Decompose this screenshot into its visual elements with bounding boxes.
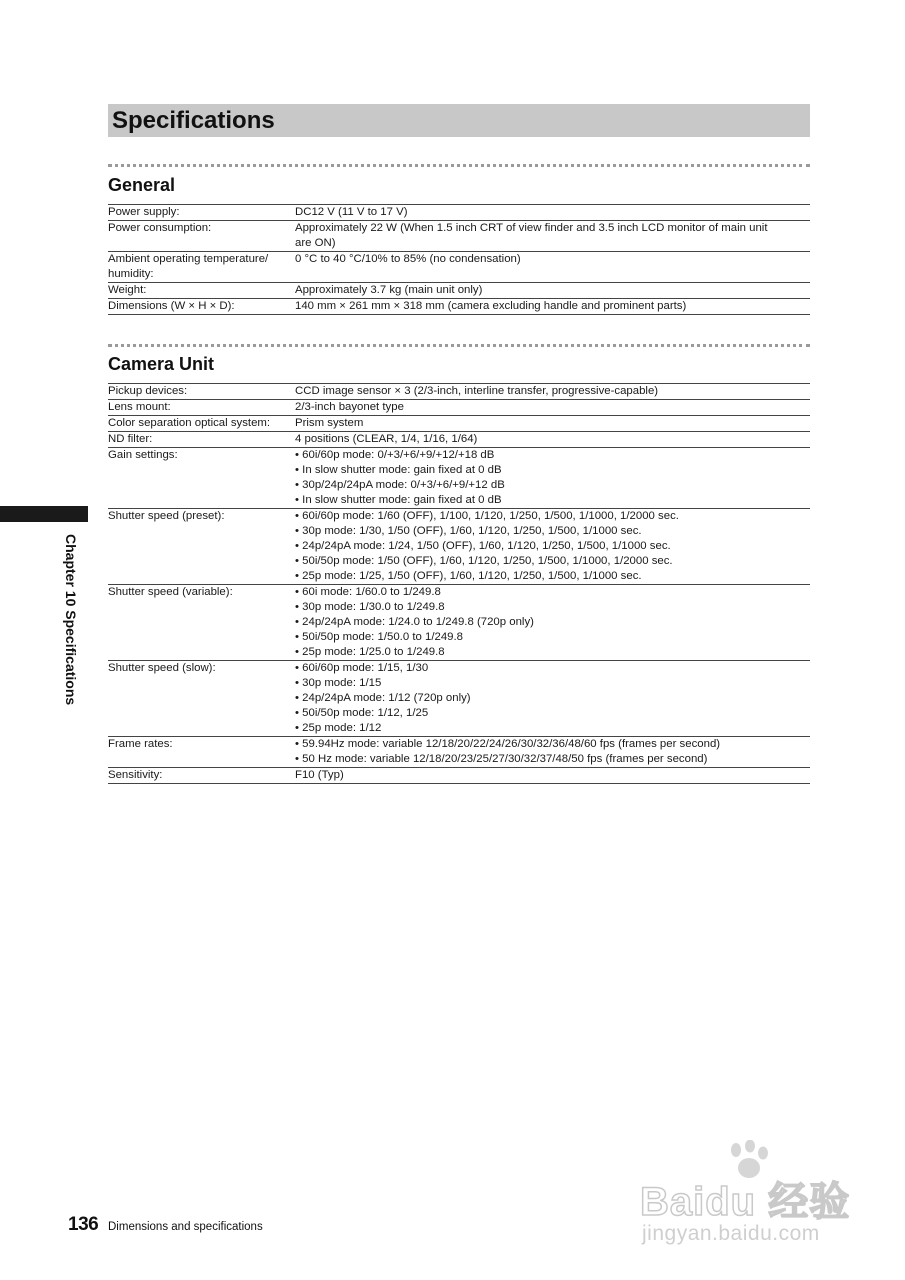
spec-value bbox=[295, 448, 810, 509]
spec-value bbox=[295, 384, 810, 400]
footer-section-title: Dimensions and specifications bbox=[108, 1221, 263, 1233]
section-heading-camera-unit: Camera Unit bbox=[108, 354, 215, 374]
spec-value-line: • 60i mode: 1/60.0 to 1/249.8 bbox=[295, 586, 441, 598]
spec-value-line: Approximately 22 W (When 1.5 inch CRT of view finder and 3.5 inch LCD monitor of main unit bbox=[295, 222, 768, 234]
spec-label: Gain settings: bbox=[108, 448, 295, 509]
spec-value bbox=[295, 205, 810, 221]
spec-row bbox=[108, 432, 810, 448]
spec-row bbox=[108, 768, 810, 784]
spec-label: Sensitivity: bbox=[108, 768, 295, 784]
spec-row bbox=[108, 737, 810, 768]
spec-row bbox=[108, 509, 810, 585]
spec-value bbox=[295, 737, 810, 768]
spec-value-line: • 24p/24pA mode: 1/24, 1/50 (OFF), 1/60, 1/120, 1/250, 1/500, 1/1000 sec. bbox=[295, 540, 671, 552]
spec-row bbox=[108, 384, 810, 400]
spec-value-line: • 25p mode: 1/25.0 to 1/249.8 bbox=[295, 646, 445, 658]
spec-value-line: • 50i/50p mode: 1/50 (OFF), 1/60, 1/120, 1/250, 1/500, 1/1000, 1/2000 sec. bbox=[295, 555, 673, 567]
spec-value-line: • 60i/60p mode: 1/60 (OFF), 1/100, 1/120, 1/250, 1/500, 1/1000, 1/2000 sec. bbox=[295, 510, 679, 522]
spec-value-line: • 50 Hz mode: variable 12/18/20/23/25/27/30/32/37/48/50 fps (frames per second) bbox=[295, 753, 708, 765]
watermark-url: jingyan.baidu.com bbox=[642, 1222, 820, 1245]
spec-value-line: • 24p/24pA mode: 1/24.0 to 1/249.8 (720p only) bbox=[295, 616, 534, 628]
spec-value-line: 140 mm × 261 mm × 318 mm (camera excluding handle and prominent parts) bbox=[295, 300, 687, 312]
spec-label: ND filter: bbox=[108, 432, 295, 448]
spec-value-line: • 30p mode: 1/30, 1/50 (OFF), 1/60, 1/120, 1/250, 1/500, 1/1000 sec. bbox=[295, 525, 642, 537]
spec-value-line: • 25p mode: 1/25, 1/50 (OFF), 1/60, 1/120, 1/250, 1/500, 1/1000 sec. bbox=[295, 570, 642, 582]
spec-row bbox=[108, 448, 810, 509]
spec-label: Weight: bbox=[108, 283, 295, 299]
spec-value-line: Prism system bbox=[295, 417, 364, 429]
spec-value-line: • 50i/50p mode: 1/12, 1/25 bbox=[295, 707, 429, 719]
spec-value bbox=[295, 585, 810, 661]
spec-label: Dimensions (W × H × D): bbox=[108, 299, 295, 315]
dotted-divider bbox=[108, 164, 810, 167]
spec-row bbox=[108, 661, 810, 737]
spec-value bbox=[295, 509, 810, 585]
spec-label: Shutter speed (preset): bbox=[108, 509, 295, 585]
spec-label: Power supply: bbox=[108, 205, 295, 221]
chapter-tab-marker bbox=[0, 506, 88, 522]
spec-row bbox=[108, 283, 810, 299]
spec-value-line: are ON) bbox=[295, 237, 336, 249]
spec-row bbox=[108, 299, 810, 315]
spec-label: Shutter speed (slow): bbox=[108, 661, 295, 737]
spec-value-line: Approximately 3.7 kg (main unit only) bbox=[295, 284, 483, 296]
spec-value-line: • In slow shutter mode: gain fixed at 0 dB bbox=[295, 494, 502, 506]
spec-row bbox=[108, 205, 810, 221]
spec-value-line: CCD image sensor × 3 (2/3-inch, interline transfer, progressive-capable) bbox=[295, 385, 659, 397]
spec-value-line: • 50i/50p mode: 1/50.0 to 1/249.8 bbox=[295, 631, 464, 643]
general-spec-table bbox=[108, 204, 810, 315]
camera-spec-table bbox=[108, 383, 810, 784]
spec-value-line: • In slow shutter mode: gain fixed at 0 dB bbox=[295, 464, 502, 476]
spec-value-line: • 30p mode: 1/30.0 to 1/249.8 bbox=[295, 601, 445, 613]
spec-row bbox=[108, 400, 810, 416]
spec-label: Ambient operating temperature/ humidity: bbox=[108, 252, 295, 283]
page-title: Specifications bbox=[112, 107, 275, 134]
spec-value bbox=[295, 400, 810, 416]
spec-row bbox=[108, 221, 810, 252]
spec-label: Power consumption: bbox=[108, 221, 295, 252]
spec-row bbox=[108, 252, 810, 283]
spec-value-line: 4 positions (CLEAR, 1/4, 1/16, 1/64) bbox=[295, 433, 478, 445]
spec-value bbox=[295, 432, 810, 448]
spec-value-line: • 24p/24pA mode: 1/12 (720p only) bbox=[295, 692, 471, 704]
spec-value bbox=[295, 283, 810, 299]
spec-value bbox=[295, 768, 810, 784]
spec-value bbox=[295, 221, 810, 252]
watermark bbox=[640, 1140, 855, 1250]
spec-row bbox=[108, 585, 810, 661]
dotted-divider bbox=[108, 344, 810, 347]
spec-label: Pickup devices: bbox=[108, 384, 295, 400]
spec-value bbox=[295, 416, 810, 432]
spec-label: Frame rates: bbox=[108, 737, 295, 768]
chapter-side-label: Chapter 10 Specifications bbox=[63, 534, 79, 706]
page-title-bar bbox=[108, 104, 810, 137]
spec-label: Color separation optical system: bbox=[108, 416, 295, 432]
spec-value-line: • 25p mode: 1/12 bbox=[295, 722, 382, 734]
spec-value bbox=[295, 299, 810, 315]
spec-label: Lens mount: bbox=[108, 400, 295, 416]
spec-label: Shutter speed (variable): bbox=[108, 585, 295, 661]
watermark-brand: Baidu 经验 bbox=[640, 1180, 851, 1224]
spec-value-line: • 60i/60p mode: 1/15, 1/30 bbox=[295, 662, 429, 674]
spec-value-line: • 59.94Hz mode: variable 12/18/20/22/24/26/30/32/36/48/60 fps (frames per second) bbox=[295, 738, 721, 750]
spec-value bbox=[295, 661, 810, 737]
spec-value-line: • 30p/24p/24pA mode: 0/+3/+6/+9/+12 dB bbox=[295, 479, 505, 491]
spec-value-line: 2/3-inch bayonet type bbox=[295, 401, 404, 413]
page-number: 136 bbox=[68, 1214, 99, 1235]
spec-value-line: 0 °C to 40 °C/10% to 85% (no condensation) bbox=[295, 253, 521, 265]
spec-value-line: DC12 V (11 V to 17 V) bbox=[295, 206, 408, 218]
spec-row bbox=[108, 416, 810, 432]
spec-value-line: • 60i/60p mode: 0/+3/+6/+9/+12/+18 dB bbox=[295, 449, 495, 461]
spec-value-line: F10 (Typ) bbox=[295, 769, 344, 781]
spec-value-line: • 30p mode: 1/15 bbox=[295, 677, 382, 689]
spec-value bbox=[295, 252, 810, 283]
section-heading-general: General bbox=[108, 175, 176, 195]
